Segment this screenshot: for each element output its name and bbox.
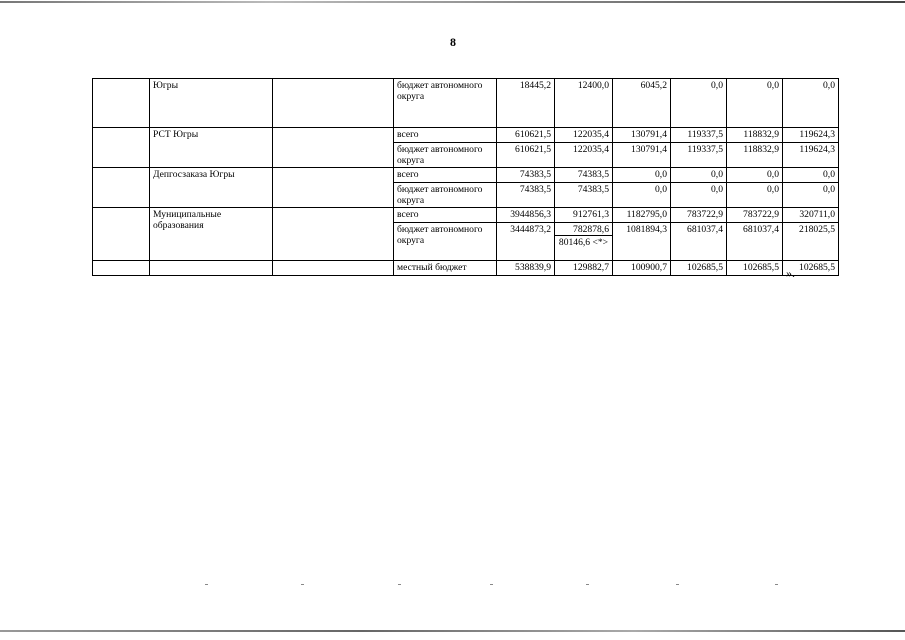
value-cell: 129882,7 bbox=[555, 261, 613, 276]
value-cell: 1182795,0 bbox=[613, 208, 671, 223]
value-cell: 0,0 bbox=[671, 183, 727, 208]
row-source: бюджет автономного округа bbox=[394, 223, 497, 261]
value-cell: 0,0 bbox=[727, 79, 783, 128]
value-cell: 0,0 bbox=[783, 168, 839, 183]
closing-quote: ». bbox=[786, 266, 795, 280]
value-cell: 102685,5 bbox=[783, 261, 839, 276]
row-name: Муниципальные образования bbox=[150, 208, 273, 261]
row-source: всего bbox=[394, 168, 497, 183]
value-cell: 100900,7 bbox=[613, 261, 671, 276]
table-row bbox=[93, 79, 887, 128]
row-source: местный бюджет bbox=[394, 261, 497, 276]
value-cell: 102685,5 bbox=[671, 261, 727, 276]
row-source: всего bbox=[394, 128, 497, 143]
row-name bbox=[150, 261, 273, 276]
value-cell: 122035,4 bbox=[555, 128, 613, 143]
row-source: бюджет автономного округа bbox=[394, 183, 497, 208]
value-cell: 130791,4 bbox=[613, 143, 671, 168]
value-cell: 783722,9 bbox=[727, 208, 783, 223]
value-cell: 74383,5 bbox=[497, 168, 555, 183]
value-cell: 119337,5 bbox=[671, 128, 727, 143]
value-cell: 681037,4 bbox=[671, 223, 727, 261]
value-cell: 130791,4 bbox=[613, 128, 671, 143]
value-cell: 681037,4 bbox=[727, 223, 783, 261]
table-row bbox=[93, 208, 887, 223]
value-note: 80146,6 <*> bbox=[554, 235, 613, 248]
value-cell bbox=[555, 223, 613, 261]
value-cell: 118832,9 bbox=[727, 128, 783, 143]
value-cell: 74383,5 bbox=[555, 168, 613, 183]
row-source: бюджет автономного округа bbox=[394, 79, 497, 128]
value-cell: 18445,2 bbox=[497, 79, 555, 128]
value-cell: 1081894,3 bbox=[613, 223, 671, 261]
row-source: бюджет автономного округа bbox=[394, 143, 497, 168]
value-cell: 118832,9 bbox=[727, 143, 783, 168]
value-cell: 0,0 bbox=[783, 79, 839, 128]
value-cell: 3444873,2 bbox=[497, 223, 555, 261]
value-cell: 119624,3 bbox=[783, 128, 839, 143]
table-row bbox=[93, 168, 887, 183]
value-cell: 538839,9 bbox=[497, 261, 555, 276]
value-cell: 0,0 bbox=[671, 79, 727, 128]
budget-table bbox=[92, 78, 887, 276]
value-cell: 0,0 bbox=[727, 168, 783, 183]
value-cell: 783722,9 bbox=[671, 208, 727, 223]
value-cell: 12400,0 bbox=[555, 79, 613, 128]
value-cell: 0,0 bbox=[727, 183, 783, 208]
value-cell: 102685,5 bbox=[727, 261, 783, 276]
scan-edge-bottom bbox=[0, 630, 905, 632]
row-source: всего bbox=[394, 208, 497, 223]
value-cell: 6045,2 bbox=[613, 79, 671, 128]
value-cell: 74383,5 bbox=[497, 183, 555, 208]
value-cell: 0,0 bbox=[613, 183, 671, 208]
value-cell: 3944856,3 bbox=[497, 208, 555, 223]
value-main: 782878,6 bbox=[573, 224, 609, 235]
value-cell: 0,0 bbox=[671, 168, 727, 183]
table-row bbox=[93, 128, 887, 143]
value-cell: 119624,3 bbox=[783, 143, 839, 168]
value-cell: 122035,4 bbox=[555, 143, 613, 168]
page-number: 8 bbox=[450, 35, 456, 49]
row-name: Югры bbox=[150, 79, 273, 128]
value-cell: 0,0 bbox=[783, 183, 839, 208]
row-name: РСТ Югры bbox=[150, 128, 273, 168]
value-cell: 320711,0 bbox=[783, 208, 839, 223]
row-name: Депгосзаказа Югры bbox=[150, 168, 273, 208]
value-cell: 74383,5 bbox=[555, 183, 613, 208]
scan-edge-top bbox=[0, 1, 905, 3]
value-cell: 0,0 bbox=[613, 168, 671, 183]
value-cell: 119337,5 bbox=[671, 143, 727, 168]
value-cell: 610621,5 bbox=[497, 128, 555, 143]
table-row bbox=[93, 261, 887, 276]
value-cell: 912761,3 bbox=[555, 208, 613, 223]
value-cell: 218025,5 bbox=[783, 223, 839, 261]
value-cell: 610621,5 bbox=[497, 143, 555, 168]
